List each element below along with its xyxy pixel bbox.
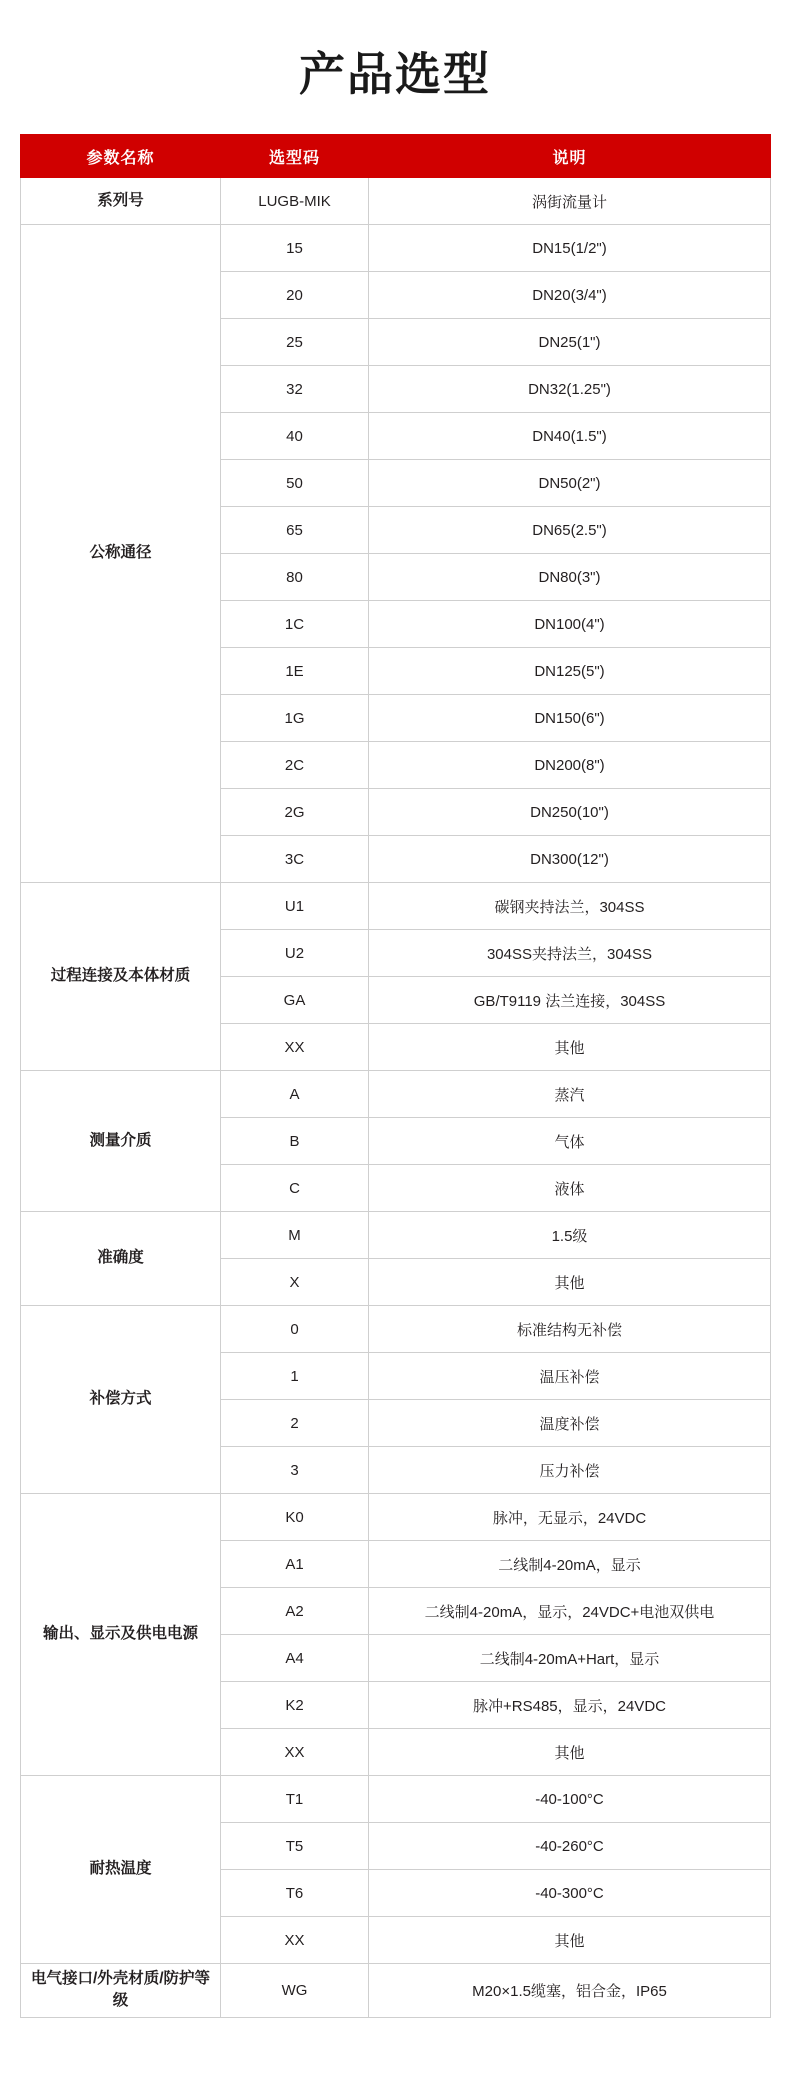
selection-code-cell: T1: [221, 1776, 369, 1823]
table-header: [21, 135, 771, 178]
selection-code-cell: 3C: [221, 836, 369, 883]
description-cell: DN250(10"): [369, 789, 771, 836]
selection-code-cell: A: [221, 1071, 369, 1118]
selection-code-cell: A2: [221, 1588, 369, 1635]
description-cell: DN25(1"): [369, 319, 771, 366]
selection-code-cell: 2: [221, 1400, 369, 1447]
table-body: [21, 178, 771, 2018]
selection-code-cell: K0: [221, 1494, 369, 1541]
table-row: [21, 1776, 771, 1823]
selection-code-cell: XX: [221, 1917, 369, 1964]
selection-code-cell: T6: [221, 1870, 369, 1917]
description-cell: DN20(3/4"): [369, 272, 771, 319]
selection-code-cell: K2: [221, 1682, 369, 1729]
selection-code-cell: 25: [221, 319, 369, 366]
description-cell: DN80(3"): [369, 554, 771, 601]
param-name-cell: 公称通径: [21, 225, 221, 883]
description-cell: 二线制4-20mA+Hart，显示: [369, 1635, 771, 1682]
selection-code-cell: 65: [221, 507, 369, 554]
selection-code-cell: 32: [221, 366, 369, 413]
table-row: [21, 1212, 771, 1259]
selection-code-cell: XX: [221, 1024, 369, 1071]
selection-code-cell: 2C: [221, 742, 369, 789]
selection-code-cell: A4: [221, 1635, 369, 1682]
selection-code-cell: T5: [221, 1823, 369, 1870]
description-cell: 气体: [369, 1118, 771, 1165]
param-name-cell: 输出、显示及供电电源: [21, 1494, 221, 1776]
param-name-cell: 耐热温度: [21, 1776, 221, 1964]
table-row: [21, 1964, 771, 2018]
selection-code-cell: 0: [221, 1306, 369, 1353]
selection-code-cell: 15: [221, 225, 369, 272]
selection-code-cell: C: [221, 1165, 369, 1212]
description-cell: -40-300°C: [369, 1870, 771, 1917]
description-cell: DN300(12"): [369, 836, 771, 883]
selection-code-cell: 1: [221, 1353, 369, 1400]
column-header-code: 选型码: [221, 135, 369, 178]
description-cell: 碳钢夹持法兰，304SS: [369, 883, 771, 930]
description-cell: 液体: [369, 1165, 771, 1212]
description-cell: 二线制4-20mA，显示: [369, 1541, 771, 1588]
column-header-param: 参数名称: [21, 135, 221, 178]
selection-code-cell: 1E: [221, 648, 369, 695]
description-cell: 其他: [369, 1259, 771, 1306]
param-name-cell: 补偿方式: [21, 1306, 221, 1494]
table-row: [21, 1494, 771, 1541]
description-cell: 蒸汽: [369, 1071, 771, 1118]
param-name-cell: 电气接口/外壳材质/防护等级: [21, 1964, 221, 2018]
description-cell: DN200(8"): [369, 742, 771, 789]
description-cell: DN40(1.5"): [369, 413, 771, 460]
selection-code-cell: M: [221, 1212, 369, 1259]
description-cell: 标准结构无补偿: [369, 1306, 771, 1353]
table-row: [21, 178, 771, 225]
description-cell: -40-260°C: [369, 1823, 771, 1870]
selection-code-cell: 1G: [221, 695, 369, 742]
selection-code-cell: X: [221, 1259, 369, 1306]
description-cell: DN32(1.25"): [369, 366, 771, 413]
description-cell: DN100(4"): [369, 601, 771, 648]
param-name-cell: 系列号: [21, 178, 221, 225]
selection-code-cell: 80: [221, 554, 369, 601]
description-cell: 脉冲，无显示，24VDC: [369, 1494, 771, 1541]
description-cell: 1.5级: [369, 1212, 771, 1259]
table-row: [21, 883, 771, 930]
description-cell: DN150(6"): [369, 695, 771, 742]
table-row: [21, 1071, 771, 1118]
selection-code-cell: 40: [221, 413, 369, 460]
selection-code-cell: U2: [221, 930, 369, 977]
column-header-desc: 说明: [369, 135, 771, 178]
description-cell: DN50(2"): [369, 460, 771, 507]
selection-code-cell: WG: [221, 1964, 369, 2018]
description-cell: -40-100°C: [369, 1776, 771, 1823]
selection-code-cell: 3: [221, 1447, 369, 1494]
description-cell: DN15(1/2"): [369, 225, 771, 272]
description-cell: 二线制4-20mA，显示，24VDC+电池双供电: [369, 1588, 771, 1635]
selection-table: [20, 134, 771, 2018]
description-cell: 脉冲+RS485，显示，24VDC: [369, 1682, 771, 1729]
page-title: 产品选型: [299, 48, 491, 100]
description-cell: 304SS夹持法兰，304SS: [369, 930, 771, 977]
selection-code-cell: 20: [221, 272, 369, 319]
product-selection-page: [0, 38, 790, 2018]
selection-code-cell: 1C: [221, 601, 369, 648]
table-row: [21, 1306, 771, 1353]
selection-code-cell: GA: [221, 977, 369, 1024]
selection-code-cell: A1: [221, 1541, 369, 1588]
selection-code-cell: LUGB-MIK: [221, 178, 369, 225]
description-cell: 压力补偿: [369, 1447, 771, 1494]
param-name-cell: 准确度: [21, 1212, 221, 1306]
selection-code-cell: U1: [221, 883, 369, 930]
description-cell: GB/T9119 法兰连接，304SS: [369, 977, 771, 1024]
description-cell: 温度补偿: [369, 1400, 771, 1447]
selection-code-cell: B: [221, 1118, 369, 1165]
table-header-row: [21, 135, 771, 178]
selection-code-cell: 50: [221, 460, 369, 507]
description-cell: 温压补偿: [369, 1353, 771, 1400]
description-cell: 其他: [369, 1729, 771, 1776]
selection-code-cell: 2G: [221, 789, 369, 836]
description-cell: 其他: [369, 1917, 771, 1964]
description-cell: DN65(2.5"): [369, 507, 771, 554]
description-cell: M20×1.5缆塞，铝合金，IP65: [369, 1964, 771, 2018]
table-row: [21, 225, 771, 272]
description-cell: 涡街流量计: [369, 178, 771, 225]
param-name-cell: 测量介质: [21, 1071, 221, 1212]
param-name-cell: 过程连接及本体材质: [21, 883, 221, 1071]
description-cell: 其他: [369, 1024, 771, 1071]
description-cell: DN125(5"): [369, 648, 771, 695]
selection-code-cell: XX: [221, 1729, 369, 1776]
